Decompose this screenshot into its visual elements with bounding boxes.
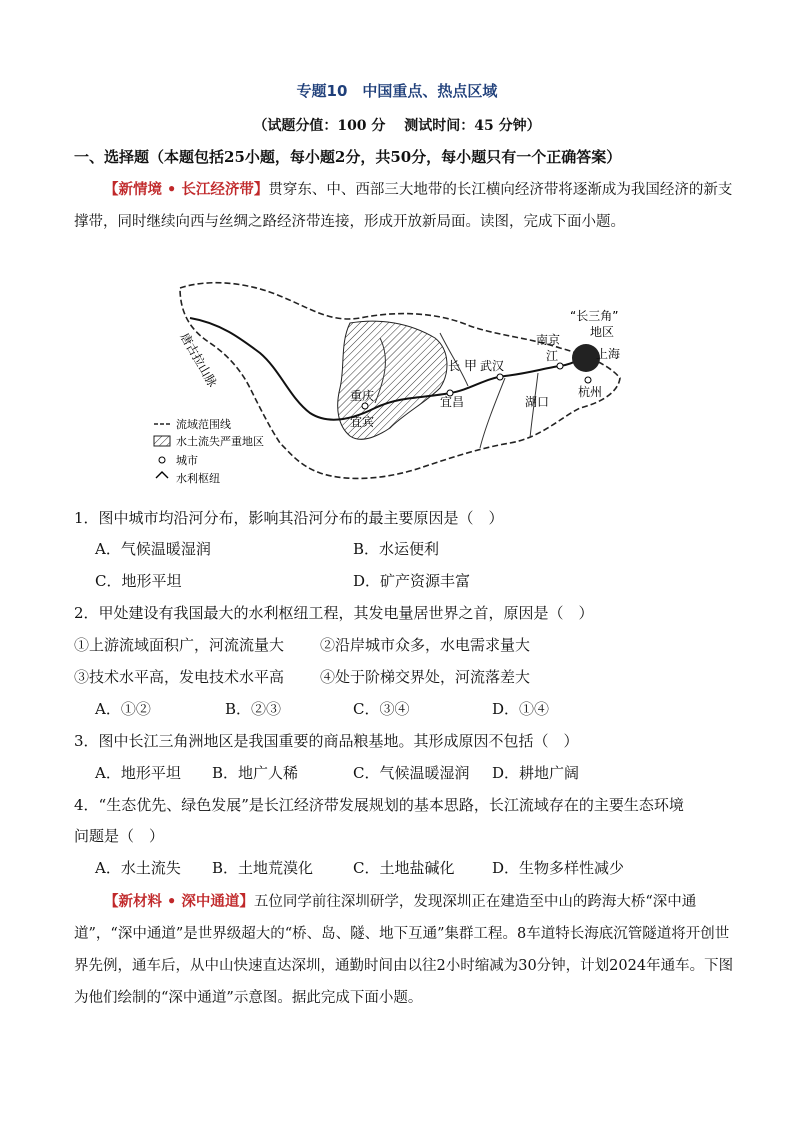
- question-2-stem: 2．甲处建设有我国最大的水利枢纽工程，其发电量居世界之首，原因是（ ）: [74, 604, 594, 622]
- question-1-option-c[interactable]: C．地形平坦: [95, 572, 182, 590]
- question-3-option-d[interactable]: D．耕地广阔: [492, 764, 580, 782]
- question-2-option-a[interactable]: A．①②: [95, 700, 151, 718]
- label-delta: “长三角”: [570, 309, 619, 323]
- question-1-option-a[interactable]: A．气候温暖湿润: [95, 540, 211, 558]
- label-jia: 甲: [464, 359, 478, 374]
- label-yibin: 宜宾: [350, 415, 375, 429]
- intro-text-2: 五位同学前往深圳研学，发现深圳正在建造至中山的跨海大桥“深中通道”，“深中通道”是世界级超大的“桥、岛、隧、地下互通”集群工程。8车道特长海底沉管隧道将开创世界先例，通车后，从中山快速直达深圳，通勤时间由以往2小时缩减为30分钟，计划2024年通车。下图为他们绘制的“深中通道”示意图。据此完成下面小题。: [74, 894, 734, 1006]
- label-wuhan: 武汉: [480, 359, 505, 373]
- question-1-stem: 1．图中城市均沿河分布，影响其沿河分布的最主要原因是（ ）: [74, 509, 504, 527]
- question-2-option-b[interactable]: B．②③: [225, 700, 282, 718]
- map-legend: [154, 417, 264, 485]
- question-1-option-b[interactable]: B．水运便利: [353, 540, 440, 558]
- question-4-option-c[interactable]: C．土地盐碱化: [353, 859, 455, 877]
- question-2-option-d[interactable]: D．①④: [492, 700, 550, 718]
- question-3-option-b[interactable]: B．地广人稀: [212, 764, 299, 782]
- label-delta-area: 地区: [590, 325, 615, 339]
- question-2-statement-4: ④处于阶梯交界处，河流落差大: [320, 668, 531, 686]
- tributary-south: [480, 378, 505, 448]
- city-marker-hangzhou: [585, 377, 591, 383]
- section-heading: 一、选择题（本题包括25小题，每小题2分，共50分，每小题只有一个正确答案）: [74, 148, 622, 166]
- legend-boundary: 流域范围线: [176, 418, 231, 431]
- label-jiang: 江: [546, 349, 559, 363]
- label-nanjing: 南京: [536, 333, 561, 347]
- question-4-option-b[interactable]: B．土地荒漠化: [212, 859, 314, 877]
- question-3-option-a[interactable]: A．地形平坦: [95, 764, 181, 782]
- intro-paragraph-2: [74, 886, 734, 1014]
- label-yichang: 宜昌: [440, 395, 465, 409]
- label-mountain: 唐古拉山脉: [177, 330, 220, 390]
- question-2-statement-3: ③技术水平高，发电技术水平高: [74, 668, 285, 686]
- label-chongqing: 重庆: [350, 389, 375, 403]
- legend-erosion: 水土流失严重地区: [176, 435, 264, 448]
- label-chang: 长: [448, 359, 461, 373]
- question-4-option-a[interactable]: A．水土流失: [95, 859, 181, 877]
- question-2-option-c[interactable]: C．③④: [353, 700, 410, 718]
- city-marker-nanjing: [557, 363, 563, 369]
- legend-dam: 水利枢纽: [176, 472, 220, 485]
- intro-tag-1: 【新情境 • 长江经济带】: [104, 181, 269, 198]
- intro-paragraph-1: [74, 174, 734, 238]
- question-2-statement-1: ①上游流域面积广，河流流量大: [74, 636, 285, 654]
- question-3-option-c[interactable]: C．气候温暖湿润: [353, 764, 470, 782]
- city-marker-chongqing: [362, 403, 368, 409]
- question-4-stem-line-1: 4．“生态优先、绿色发展”是长江经济带发展规划的基本思路，长江流域存在的主要生态环境: [74, 796, 684, 814]
- test-info: （试题分值：100 分 测试时间：45 分钟）: [253, 118, 541, 134]
- intro-tag-2: 【新材料 • 深中通道】: [104, 893, 254, 910]
- question-4-stem-line-2: 问题是（ ）: [74, 827, 165, 845]
- intro-text-1: 贯穿东、中、西部三大地带的长江横向经济带将逐渐成为我国经济的新支撑带，同时继续向西与丝绸之路经济带连接，形成开放新局面。读图，完成下面小题。: [74, 182, 733, 230]
- label-hangzhou: 杭州: [578, 385, 603, 399]
- question-2-statement-2: ②沿岸城市众多，水电需求量大: [320, 636, 531, 654]
- page-title: 专题10 中国重点、热点区域: [296, 82, 498, 100]
- yangtze-map: [150, 278, 640, 490]
- question-4-option-d[interactable]: D．生物多样性减少: [492, 859, 625, 877]
- legend-city: 城市: [176, 454, 198, 467]
- city-marker-wuhan: [497, 374, 503, 380]
- label-shanghai: 上海: [596, 347, 621, 361]
- question-1-option-d[interactable]: D．矿产资源丰富: [353, 572, 471, 590]
- label-poyang: 湖口: [525, 395, 550, 409]
- question-3-stem: 3．图中长江三角洲地区是我国重要的商品粮基地。其形成原因不包括（ ）: [74, 732, 579, 750]
